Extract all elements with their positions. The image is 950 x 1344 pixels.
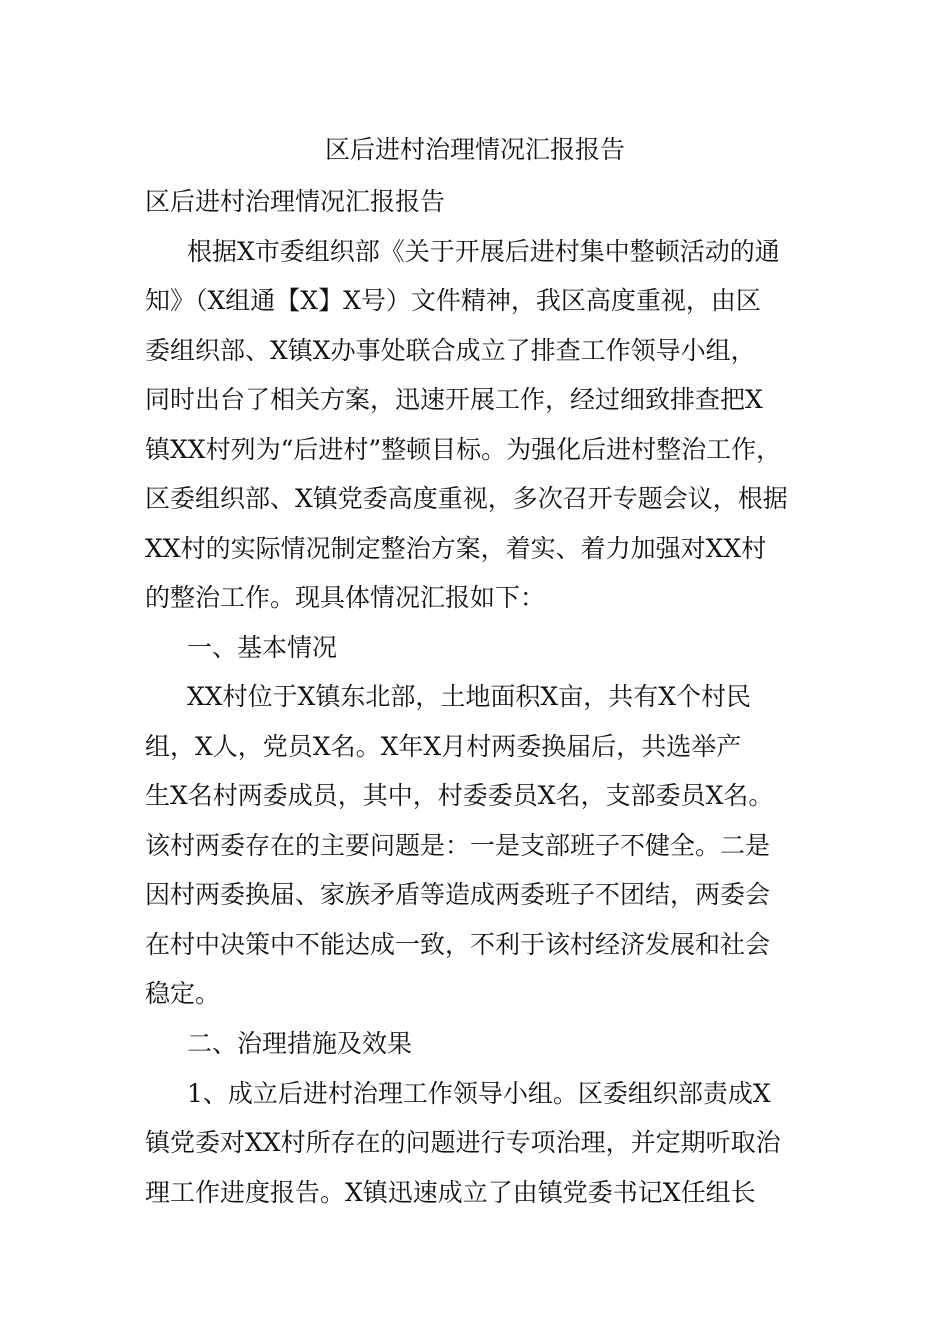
paragraph-line: 因村两委换届、家族矛盾等造成两委班子不团结，两委会: [145, 880, 771, 909]
paragraph-line: XX村位于X镇东北部，土地面积X亩，共有X个村民: [187, 682, 751, 711]
paragraph-line: 稳定。: [145, 979, 221, 1008]
paragraph-line: 委组织部、X镇X办事处联合成立了排查工作领导小组，: [145, 336, 756, 365]
paragraph-line: 该村两委存在的主要问题是：一是支部班子不健全。二是: [145, 831, 771, 860]
section-heading: 一、基本情况: [187, 633, 338, 662]
document-title: 区后进村治理情况汇报报告: [324, 135, 625, 164]
paragraph-line: 在村中决策中不能达成一致，不利于该村经济发展和社会: [145, 930, 771, 959]
subtitle-line: 区后进村治理情况汇报报告: [145, 187, 446, 216]
paragraph-line: 区委组织部、X镇党委高度重视，多次召开专题会议，根据: [145, 484, 788, 513]
paragraph-line: 知》（X组通【X】X号）文件精神，我区高度重视，由区: [145, 286, 761, 315]
paragraph-line: 镇党委对XX村所存在的问题进行专项治理，并定期听取治: [145, 1128, 781, 1157]
paragraph-line: 镇XX村列为“后进村”整顿目标。为强化后进村整治工作，: [145, 435, 782, 464]
paragraph-line: 的整治工作。现具体情况汇报如下：: [145, 583, 546, 612]
paragraph-line: 同时出台了相关方案，迅速开展工作，经过细致排查把X: [145, 385, 763, 414]
paragraph-line: 组，X人，党员X名。X年X月村两委换届后，共选举产: [145, 732, 742, 761]
paragraph-line: 1、成立后进村治理工作领导小组。区委组织部责成X: [187, 1079, 771, 1108]
paragraph-line: 理工作进度报告。X镇迅速成立了由镇党委书记X任组长: [145, 1178, 756, 1207]
paragraph-line: 生X名村两委成员，其中，村委委员X名，支部委员X名。: [145, 781, 774, 810]
section-heading: 二、治理措施及效果: [187, 1029, 413, 1058]
paragraph-line: 根据X市委组织部《关于开展后进村集中整顿活动的通: [187, 237, 780, 266]
paragraph-line: XX村的实际情况制定整治方案，着实、着力加强对XX村: [145, 534, 767, 563]
